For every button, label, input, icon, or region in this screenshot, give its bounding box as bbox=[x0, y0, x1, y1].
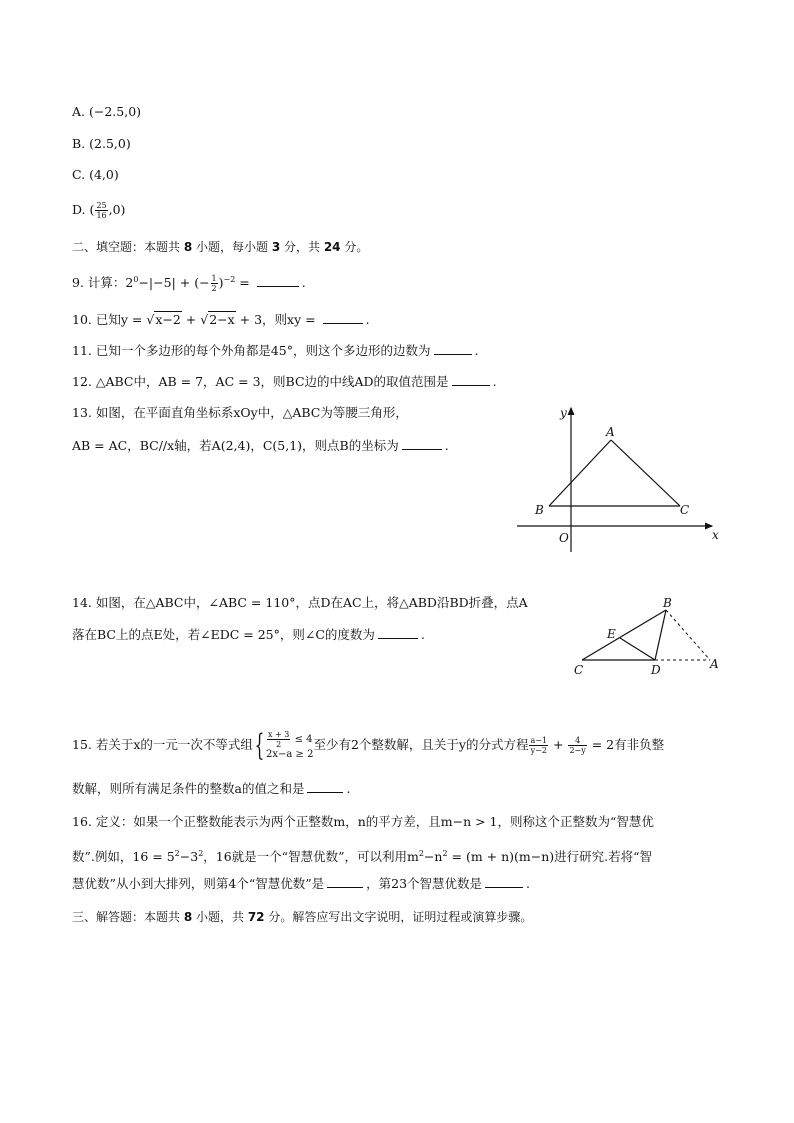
question-12: 12. △ABC中，AB = 7，AC = 3，则BC边的中线AD的取值范围是 . bbox=[72, 374, 497, 389]
label-origin: O bbox=[559, 531, 569, 545]
question-15-line-1: 15. 若关于x的一元一次不等式组{ $\frac{x + 3}{2}$ ≤ 4 2x−a ≥ 2 至少有2个整数解，且关于y的分式方程 $\frac{a-1}{y-2}$ + $\frac{4}{2-y}$ = 2有非负整 bbox=[72, 727, 665, 763]
question-15-line-2: 数解，则所有满足条件的整数a的值之和是 . bbox=[72, 781, 351, 796]
answer-blank[interactable] bbox=[257, 274, 299, 287]
question-13-line-1: 13. 如图，在平面直角坐标系xOy中，△ABC为等腰三角形， bbox=[72, 405, 408, 420]
segment-ac bbox=[611, 440, 680, 506]
segment-ab bbox=[549, 440, 611, 506]
question-11: 11. 已知一个多边形的每个外角都是45°，则这个多边形的边数为 . bbox=[72, 343, 479, 358]
label-a: A bbox=[606, 425, 615, 439]
label-b: B bbox=[663, 596, 672, 610]
figure-14-fold-triangle bbox=[570, 594, 730, 684]
label-y: y bbox=[560, 406, 567, 420]
answer-blank[interactable] bbox=[307, 780, 343, 793]
option-c: C. (4,0) bbox=[72, 167, 119, 182]
question-10: 10. 已知y = √x−2 + √2−x + 3，则xy = . bbox=[72, 312, 370, 327]
label-x: x bbox=[712, 528, 719, 542]
segment-bd bbox=[655, 610, 666, 660]
label-c: C bbox=[574, 663, 584, 677]
label-c: C bbox=[680, 503, 690, 517]
label-a: A bbox=[710, 657, 719, 671]
option-b: B. (2.5,0) bbox=[72, 136, 131, 151]
question-14-line-2: 落在BC上的点E处，若∠EDC = 25°，则∠C的度数为 . bbox=[72, 627, 425, 642]
label-e: E bbox=[607, 627, 616, 641]
question-14-line-1: 14. 如图，在△ABC中，∠ABC = 110°，点D在AC上，将△ABD沿BD折叠，点A bbox=[72, 595, 528, 610]
answer-blank[interactable] bbox=[434, 342, 472, 355]
option-a: A. (−2.5,0) bbox=[72, 104, 142, 119]
label-d: D bbox=[651, 663, 661, 677]
question-16-line-1: 16. 定义：如果一个正整数能表示为两个正整数m，n的平方差，且m−n > 1，则称这个正整数为“智慧优 bbox=[72, 814, 654, 829]
question-16-line-2: 数”.例如，$16 = 5^2-3^2$，16就是一个“智慧优数”，可以利用$m^2-n^2 = (m + n)(m-n)$进行研究.若将“智 bbox=[72, 849, 653, 865]
answer-blank[interactable] bbox=[327, 875, 363, 888]
answer-blank[interactable] bbox=[485, 875, 523, 888]
answer-blank[interactable] bbox=[402, 437, 442, 450]
option-d: D. ( $\frac{25}{16}$ ,0) bbox=[72, 201, 126, 220]
answer-blank[interactable] bbox=[323, 311, 363, 324]
answer-blank[interactable] bbox=[452, 373, 490, 386]
question-16-line-3: 慧优数”从小到大排列，则第4个“智慧优数”是 ，第23个智慧优数是 . bbox=[72, 876, 531, 891]
figure-13-coordinate-triangle bbox=[512, 400, 727, 555]
segment-ed bbox=[620, 638, 655, 660]
segment-ba-dashed bbox=[666, 610, 710, 660]
answer-blank[interactable] bbox=[378, 626, 418, 639]
question-13-line-2: AB = AC，BC//x轴，若A(2,4)，C(5,1)，则点B的坐标为 . bbox=[72, 438, 449, 453]
inequality-system: $\frac{x + 3}{2}$ ≤ 4 2x−a ≥ 2 bbox=[266, 730, 314, 760]
question-9: 9. 计算：$2^0-|-5|$ + (− $\frac{1}{2}$ )$^{-2}$ = . bbox=[72, 274, 306, 294]
section-3-heading: 三、解答题：本题共 8 小题，共 72 分。解答应写出文字说明，证明过程或演算步骤。 bbox=[72, 910, 533, 924]
segment-cb bbox=[582, 610, 666, 660]
section-2-heading: 二、填空题：本题共 8 小题，每小题 3 分，共 24 分。 bbox=[72, 240, 369, 254]
fraction-25-16: $\frac{25}{16}$ bbox=[96, 201, 107, 220]
label-b: B bbox=[535, 503, 544, 517]
